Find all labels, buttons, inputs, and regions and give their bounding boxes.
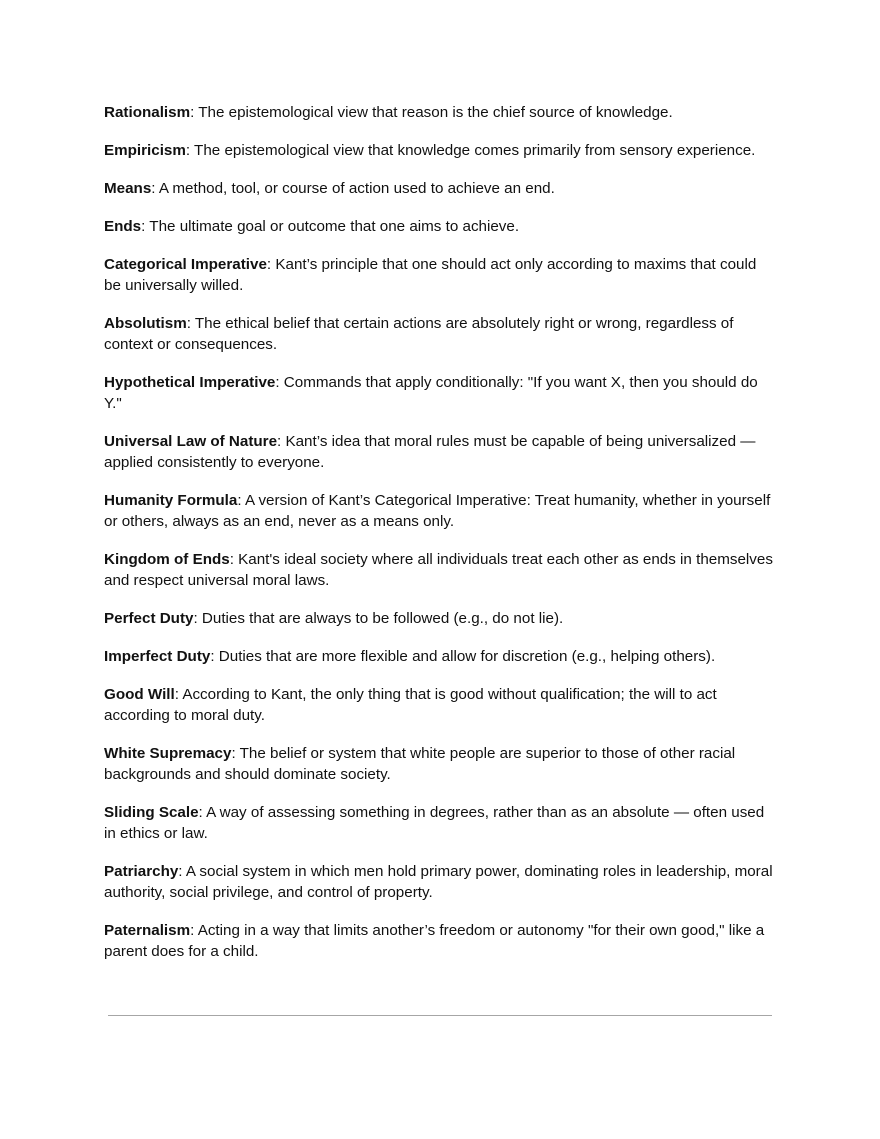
glossary-term: Universal Law of Nature — [104, 433, 278, 450]
glossary-entry-means — [104, 178, 776, 199]
glossary-definition: : The belief or system that white people are superior to those of other racial backgrounds and should dominate society. — [104, 745, 736, 783]
glossary-entry-perfect-duty — [104, 608, 776, 629]
glossary-term: Categorical Imperative — [104, 256, 267, 273]
glossary-entry-absolutism — [104, 313, 776, 355]
glossary-term: Means — [104, 180, 152, 197]
glossary-definition: : A way of assessing something in degrees, rather than as an absolute — often used in ethics or law. — [104, 804, 765, 842]
glossary-entry-ends — [104, 216, 776, 237]
glossary-definition: : Kant’s principle that one should act only according to maxims that could be universally willed. — [104, 256, 757, 294]
glossary-entry-hypothetical-imperative — [104, 372, 776, 414]
glossary-entry-humanity-formula — [104, 490, 776, 532]
glossary-term: Patriarchy — [104, 863, 179, 880]
glossary-definition: : Duties that are more flexible and allow for discretion (e.g., helping others). — [210, 648, 716, 665]
glossary-definition: : Duties that are always to be followed (e.g., do not lie). — [193, 610, 564, 627]
glossary-entry-good-will — [104, 684, 776, 726]
glossary-definition: : The epistemological view that knowledge comes primarily from sensory experience. — [185, 142, 756, 159]
glossary-term: Sliding Scale — [104, 804, 199, 821]
glossary-term: Ends — [104, 218, 142, 235]
glossary-term: Kingdom of Ends — [104, 551, 230, 568]
glossary-definition: : Commands that apply conditionally: "If you want X, then you should do Y." — [104, 374, 758, 412]
glossary-entry-sliding-scale — [104, 802, 776, 844]
glossary-entry-empiricism — [104, 140, 776, 161]
glossary-definition: : The ethical belief that certain actions are absolutely right or wrong, regardless of context or consequences. — [104, 315, 734, 353]
glossary-term: Paternalism — [104, 922, 191, 939]
glossary-definition: : The ultimate goal or outcome that one aims to achieve. — [141, 218, 520, 235]
glossary-definition: : Acting in a way that limits another’s freedom or autonomy "for their own good," like a parent does for a child. — [104, 922, 765, 960]
glossary-definition: : Kant's ideal society where all individuals treat each other as ends in themselves and respect universal moral laws. — [104, 551, 773, 589]
glossary-term: Good Will — [104, 686, 175, 703]
glossary-entry-rationalism — [104, 102, 776, 123]
glossary-term: Humanity Formula — [104, 492, 238, 509]
glossary-definition: : A method, tool, or course of action used to achieve an end. — [151, 180, 555, 197]
glossary-entry-white-supremacy — [104, 743, 776, 785]
glossary-entry-categorical-imperative — [104, 254, 776, 296]
glossary-term: Absolutism — [104, 315, 187, 332]
glossary-term: Rationalism — [104, 104, 191, 121]
glossary-term: Perfect Duty — [104, 610, 194, 627]
glossary-definition: : According to Kant, the only thing that is good without qualification; the will to act according to moral duty. — [104, 686, 717, 724]
glossary-list — [104, 102, 776, 979]
glossary-term: Empiricism — [104, 142, 186, 159]
glossary-term: White Supremacy — [104, 745, 232, 762]
horizontal-divider — [108, 1015, 772, 1016]
glossary-entry-patriarchy — [104, 861, 776, 903]
glossary-entry-kingdom-of-ends — [104, 549, 776, 591]
glossary-definition: : The epistemological view that reason is the chief source of knowledge. — [190, 104, 673, 121]
glossary-term: Imperfect Duty — [104, 648, 211, 665]
glossary-definition: : A social system in which men hold primary power, dominating roles in leadership, moral authority, social privilege, and control of property. — [104, 863, 773, 901]
glossary-definition: : Kant’s idea that moral rules must be capable of being universalized — applied consistently to everyone. — [104, 433, 756, 471]
glossary-term: Hypothetical Imperative — [104, 374, 276, 391]
glossary-definition: : A version of Kant’s Categorical Imperative: Treat humanity, whether in yourself or others, always as an end, never as a means only. — [104, 492, 771, 530]
glossary-entry-universal-law-of-nature — [104, 431, 776, 473]
glossary-entry-paternalism — [104, 920, 776, 962]
glossary-entry-imperfect-duty — [104, 646, 776, 667]
